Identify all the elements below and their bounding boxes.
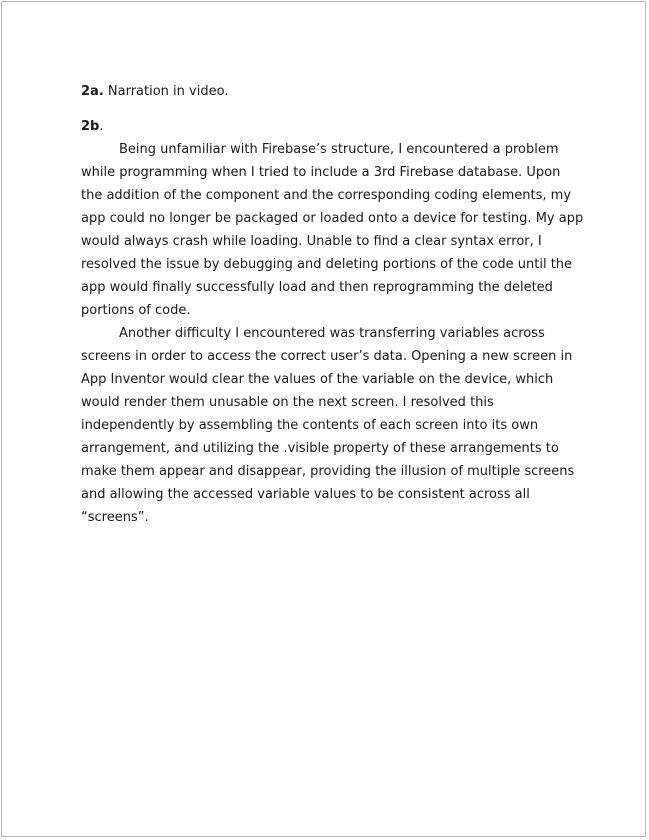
paragraph-line: App Inventor would clear the values of the variable on the device, which [81,372,554,387]
paragraph-line: portions of code. [81,303,191,318]
document-body [81,80,584,529]
paragraph-line: resolved the issue by debugging and deleting portions of the code until the [81,257,573,272]
paragraph-line: the addition of the component and the corresponding coding elements, my [81,188,572,203]
paragraph-line: “screens”. [81,510,149,525]
section-2a [81,80,571,103]
paragraph-line: screens in order to access the correct user’s data. Opening a new screen in [81,349,573,364]
section-2b-label: 2b [81,119,100,134]
section-2b-paragraph-2 [81,322,575,529]
section-2a-text: Narration in video. [103,84,229,99]
paragraph-line: while programming when I tried to include a 3rd Firebase database. Upon [81,165,561,180]
paragraph-line: would render them unusable on the next screen. I resolved this [81,395,494,410]
paragraph-line: app could no longer be packaged or loaded onto a device for testing. My app [81,211,584,226]
section-2b-heading [81,115,571,138]
section-2a-label: 2a. [81,84,104,99]
paragraph-line: Being unfamiliar with Firebase’s structure, I encountered a problem [119,142,559,157]
paragraph-line: independently by assembling the contents of each screen into its own [81,418,539,433]
section-2b-suffix: . [99,119,104,134]
document-page [1,1,646,837]
paragraph-line: app would finally successfully load and then reprogramming the deleted [81,280,553,295]
section-2b-paragraph-1 [81,138,584,322]
paragraph-line: would always crash while loading. Unable to find a clear syntax error, I [81,234,542,249]
paragraph-line: make them appear and disappear, providing the illusion of multiple screens [81,464,575,479]
paragraph-line: arrangement, and utilizing the .visible property of these arrangements to [81,441,559,456]
paragraph-line: Another difficulty I encountered was transferring variables across [119,326,545,341]
paragraph-line: and allowing the accessed variable values to be consistent across all [81,487,530,502]
